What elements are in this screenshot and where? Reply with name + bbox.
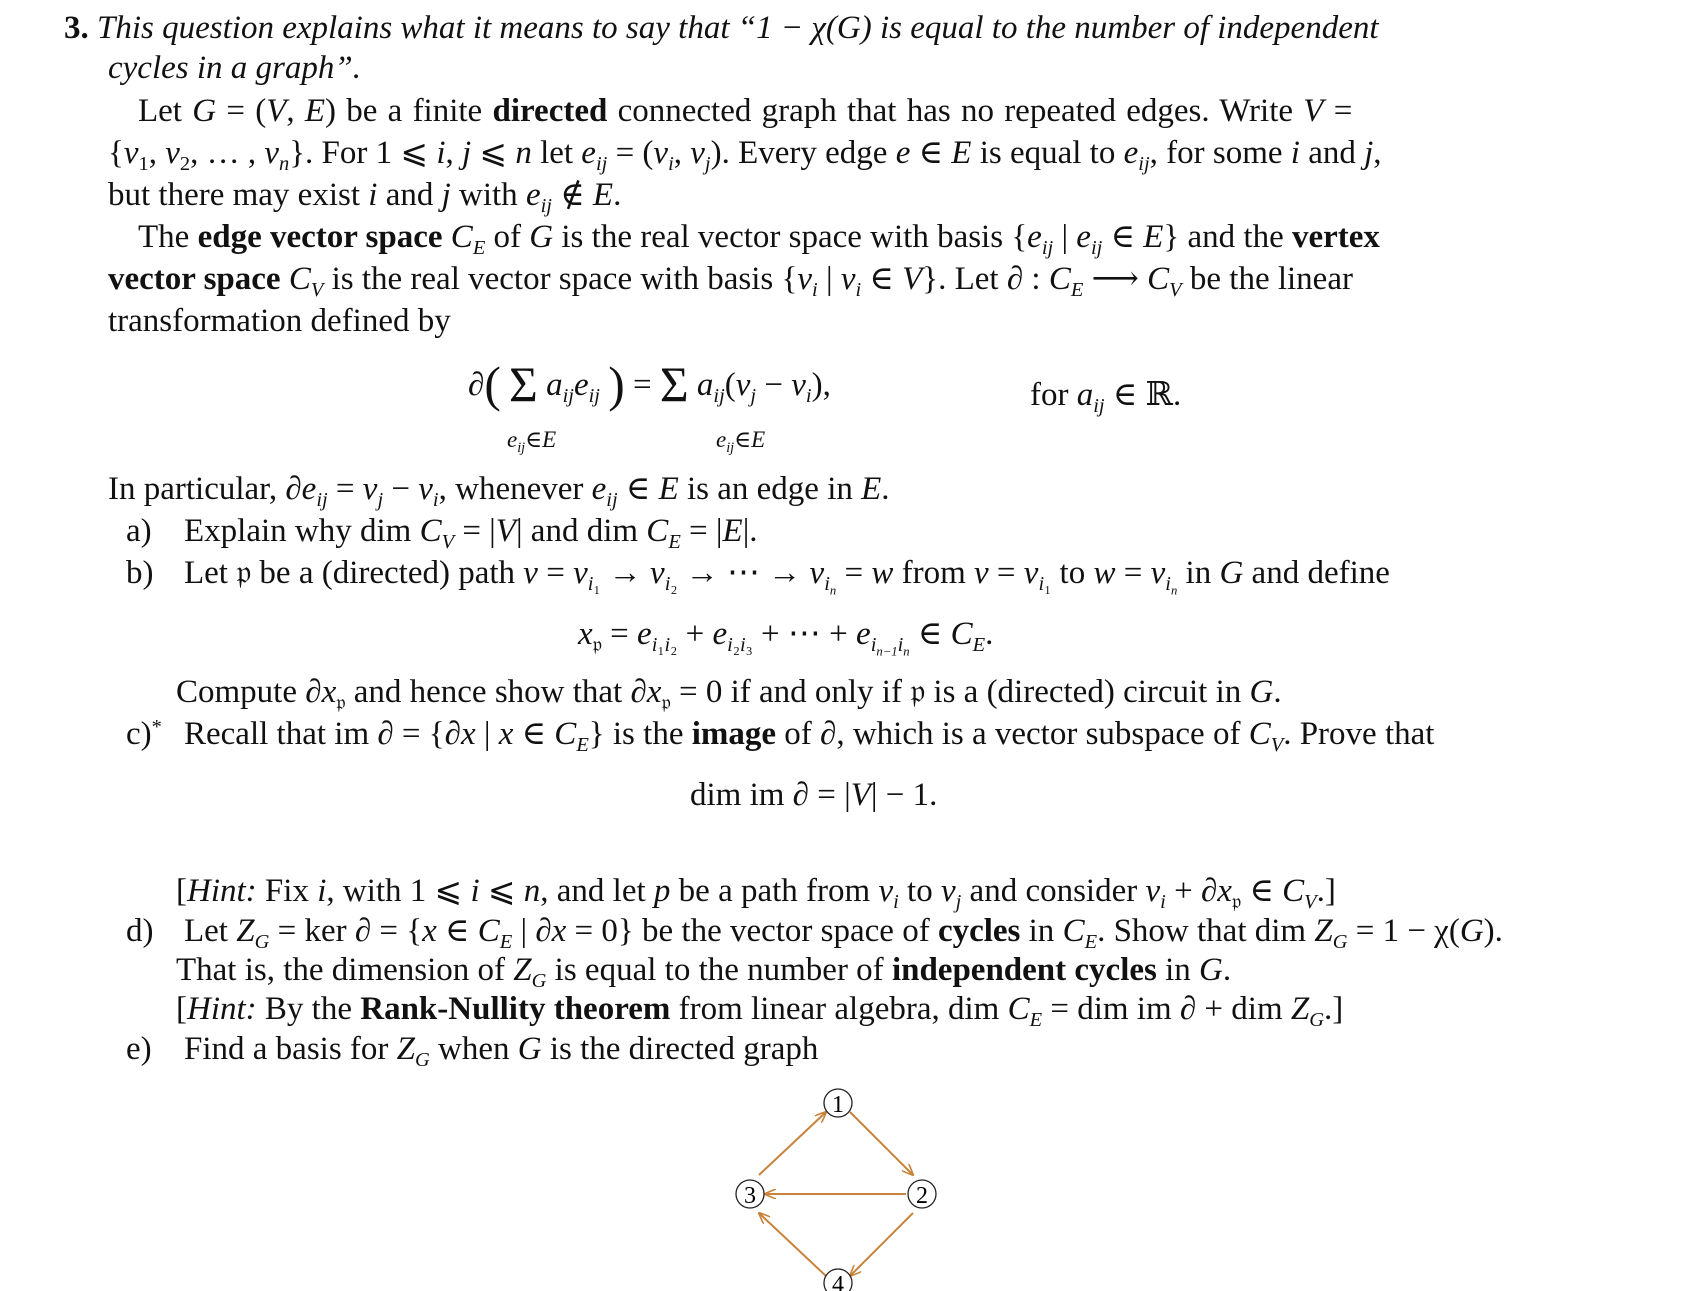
svg-text:1: 1	[832, 1092, 844, 1118]
edge-1-to-2	[850, 1112, 913, 1175]
graph-node-2	[908, 1180, 936, 1209]
edge-2-to-4	[850, 1213, 913, 1276]
part-e: e) Find a basis for $Z_G$ when G is the directed graph	[126, 1031, 819, 1072]
question-number: 3.	[64, 10, 89, 46]
graph-node-1	[824, 1089, 852, 1118]
svg-text:3: 3	[744, 1183, 756, 1209]
part-b-line-2: Compute $\partial x_𝔭$ and hence show that $\partial x_𝔭 = 0$ if and only if 𝔭 is a (directed) circuit in G.	[176, 674, 1282, 715]
part-d-hint: [Hint: By the Rank-Nullity theorem from linear algebra, dim $C_E$ = dim im ∂ + dim $Z_G$.]	[176, 991, 1344, 1032]
part-b-line-1: b) Let 𝔭 be a (directed) path $v = v_{i_1} \to v_{i_2}$ → ⋯ → $v_{i_n} = w$ from $v = v_{i_1}$ to $w = v_{i_n}$ in G and define	[126, 555, 1390, 598]
equation-condition: for $a_{ij}$ ∈ ℝ.	[1030, 377, 1182, 418]
intro-paragraph-2-line-3: transformation defined by	[108, 303, 451, 339]
intro-paragraph-1-line-2: {$v_1$, $v_2$, … , $v_n$}. For 1 ⩽ i, j ⩽ n let $e_{ij} = (v_i$, $v_j$). Every edge e ∈ E is equal to $e_{ij}$, for some i and j,	[108, 135, 1382, 176]
svg-text:2: 2	[916, 1183, 928, 1209]
svg-text:4: 4	[832, 1272, 844, 1291]
graph-node-3	[736, 1180, 764, 1209]
edge-3-to-1	[759, 1112, 826, 1175]
part-c-hint: [Hint: Fix i, with 1 ⩽ i ⩽ n, and let p be a path from $v_i$ to $v_j$ and consider $v_i + \partial x_𝔭$ ∈ $C_V$.]	[176, 873, 1336, 914]
sum-index-right: $e_{ij}\in E$	[716, 427, 766, 456]
part-c-line-1: c)* Recall that im ∂ = {∂x | x ∈ $C_E$} is the image of ∂, which is a vector subspace of $C_V$. Prove that	[126, 715, 1435, 757]
intro-paragraph-2-line-2: vector space $C_V$ is the real vector space with basis {$v_i$ | $v_i$ ∈ V}. Let ∂ : $C_E$ ⟶ $C_V$ be the linear	[108, 261, 1353, 302]
intro-paragraph-1-line-3: but there may exist i and j with $e_{ij}$ ∉ E.	[108, 177, 622, 218]
sum-index-left: $e_{ij}\in E$	[507, 427, 557, 456]
part-c-equation: dim im ∂ = |V| − 1.	[690, 777, 938, 813]
intro-paragraph-1-line-1: Let G = (V, E) be a finite directed connected graph that has no repeated edges. Write V =	[138, 93, 1353, 129]
edge-4-to-3	[759, 1213, 826, 1276]
question-title-line-1: 3. This question explains what it means to say that “1 − χ(G) is equal to the number of independent	[64, 10, 1379, 46]
graph-node-4	[824, 1269, 852, 1291]
intro-paragraph-2-line-1: The edge vector space $C_E$ of G is the real vector space with basis {$e_{ij}$ | $e_{ij}$ ∈ E} and the vertex	[138, 219, 1380, 260]
part-b-path-vector-equation: $x_𝔭 = e_{i_1i_2} + e_{i_2i_3}$ + ⋯ + $e_{i_{n-1}i_n}$ ∈ $C_E$.	[578, 616, 994, 659]
intro-paragraph-3: In particular, $\partial e_{ij} = v_j - v_i$, whenever $e_{ij}$ ∈ E is an edge in E.	[108, 471, 890, 512]
boundary-map-definition-equation: ∂( Σ $a_{ij}e_{ij}$ ) = Σ $a_{ij}(v_j - v_i)$,	[468, 356, 831, 412]
part-a: a) Explain why dim $C_V = |V|$ and dim $C_E = |E|$.	[126, 513, 758, 554]
part-d-line-1: d) Let $Z_G$ = ker ∂ = {x ∈ $C_E$ | ∂x = 0} be the vector space of cycles in $C_E$. Show that dim $Z_G = 1 - \chi(G)$.	[126, 913, 1503, 954]
part-d-line-2: That is, the dimension of $Z_G$ is equal to the number of independent cycles in G.	[176, 952, 1232, 993]
question-title-line-2: cycles in a graph”.	[108, 50, 361, 86]
